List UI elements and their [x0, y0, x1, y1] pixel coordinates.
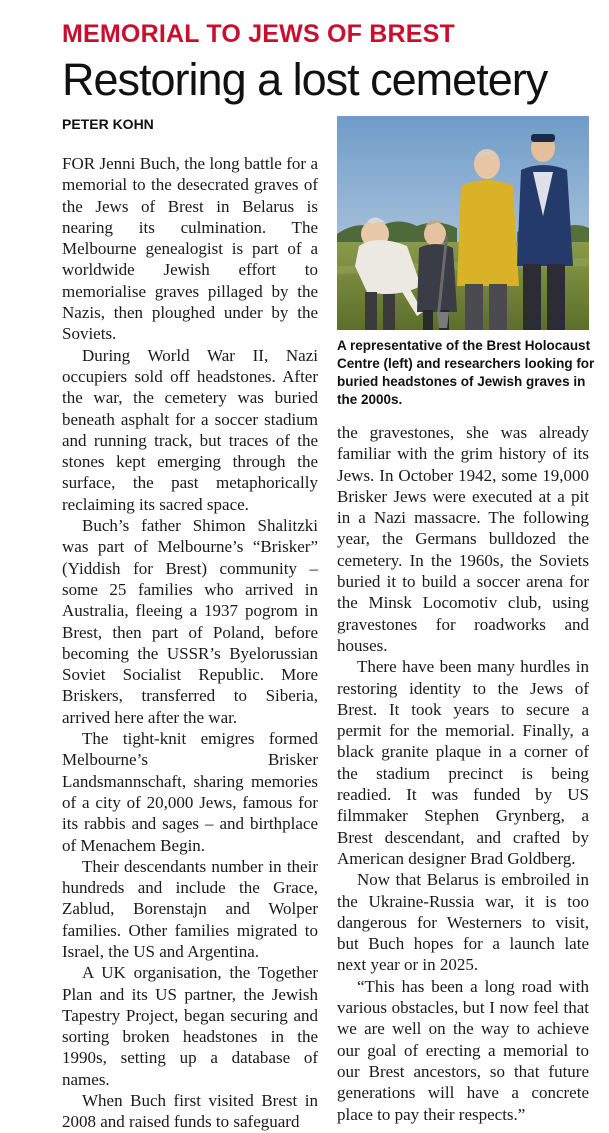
photo-caption: A representative of the Brest Holocaust Centre (left) and researchers looking for buried headstones of Jewish graves in the 2000s.	[337, 338, 595, 407]
column-2-paragraph: There have been many hurdles in restoring identity to the Jews of Brest. It took years to secure a permit for the memorial. Finally, a black granite plaque in a corner of the stadium precinct is being readied. It was funded by US filmmaker Stephen Grynberg, a Brest descendant, and crafted by American designer Brad Goldberg.	[337, 657, 589, 868]
column-1-paragraph: Their descendants number in their hundreds and include the Grace, Zablud, Borenstajn and Wolper families. Other families migrated to Israel, the US and Argentina.	[62, 856, 318, 961]
column-2-paragraph: the gravestones, she was already familiar with the grim history of its Jews. In October 1942, some 19,000 Brisker Jews were executed at a pit in a Nazi massacre. The following year, the Germans bulldozed the cemetery. In the 1960s, the Soviets buried it to build a soccer arena for the Minsk Locomotiv club, using gravestones for roadworks and houses.	[337, 423, 589, 655]
article-kicker: MEMORIAL TO JEWS OF BREST	[62, 20, 455, 48]
column-2-paragraph: “This has been a long road with various obstacles, but I now feel that we are well on the way to achieve our goal of erecting a memorial to our Brest ancestors, so that future generations will have a concrete place to pay their respects.”	[337, 976, 589, 1124]
column-1-paragraph: When Buch first visited Brest in 2008 and raised funds to safeguard	[62, 1091, 318, 1132]
article-column-1	[62, 153, 318, 1133]
column-1-paragraph: During World War II, Nazi occupiers sold off headstones. After the war, the cemetery was buried beneath asphalt for a soccer stadium and running track, but traces of the stones kept emerging through the surface, the past metaphorically reclaiming its sacred space.	[62, 345, 318, 514]
article-photo	[337, 116, 589, 330]
article-headline: Restoring a lost cemetery	[62, 54, 548, 105]
article-byline: PETER KOHN	[62, 116, 154, 132]
cemetery-search-photo	[337, 116, 589, 330]
column-1-paragraph: Buch’s father Shimon Shalitzki was part of Melbourne’s “Brisker” (Yiddish for Brest) community – some 25 families who arrived in Australia, fleeing a 1937 pogrom in Brest, then part of Poland, before becoming the USSR’s Byelorussian Soviet Socialist Republic. More Briskers, transferred to Siberia, arrived here after the war.	[62, 516, 318, 727]
column-2-paragraph: Now that Belarus is embroiled in the Ukraine-Russia war, it is too dangerous for Westerners to visit, but Buch hopes for a launch late next year or in 2025.	[337, 870, 589, 975]
column-1-paragraph: The tight-knit emigres formed Melbourne’s Brisker Landsmannschaft, sharing memories of a city of 20,000 Jews, famous for its rabbis and sages – and birthplace of Menachem Begin.	[62, 729, 318, 855]
column-1-paragraph: FOR Jenni Buch, the long battle for a memorial to the desecrated graves of the Jews of Brest in Belarus is nearing its culmination. The Melbourne genealogist is part of a worldwide Jewish effort to memorialise graves pillaged by the Nazis, then ploughed under by the Soviets.	[62, 154, 318, 344]
article-column-2	[337, 422, 589, 1125]
column-1-paragraph: A UK organisation, the Together Plan and its US partner, the Jewish Tapestry Project, began securing and sorting broken headstones in the 1990s, setting up a database of names.	[62, 963, 318, 1089]
